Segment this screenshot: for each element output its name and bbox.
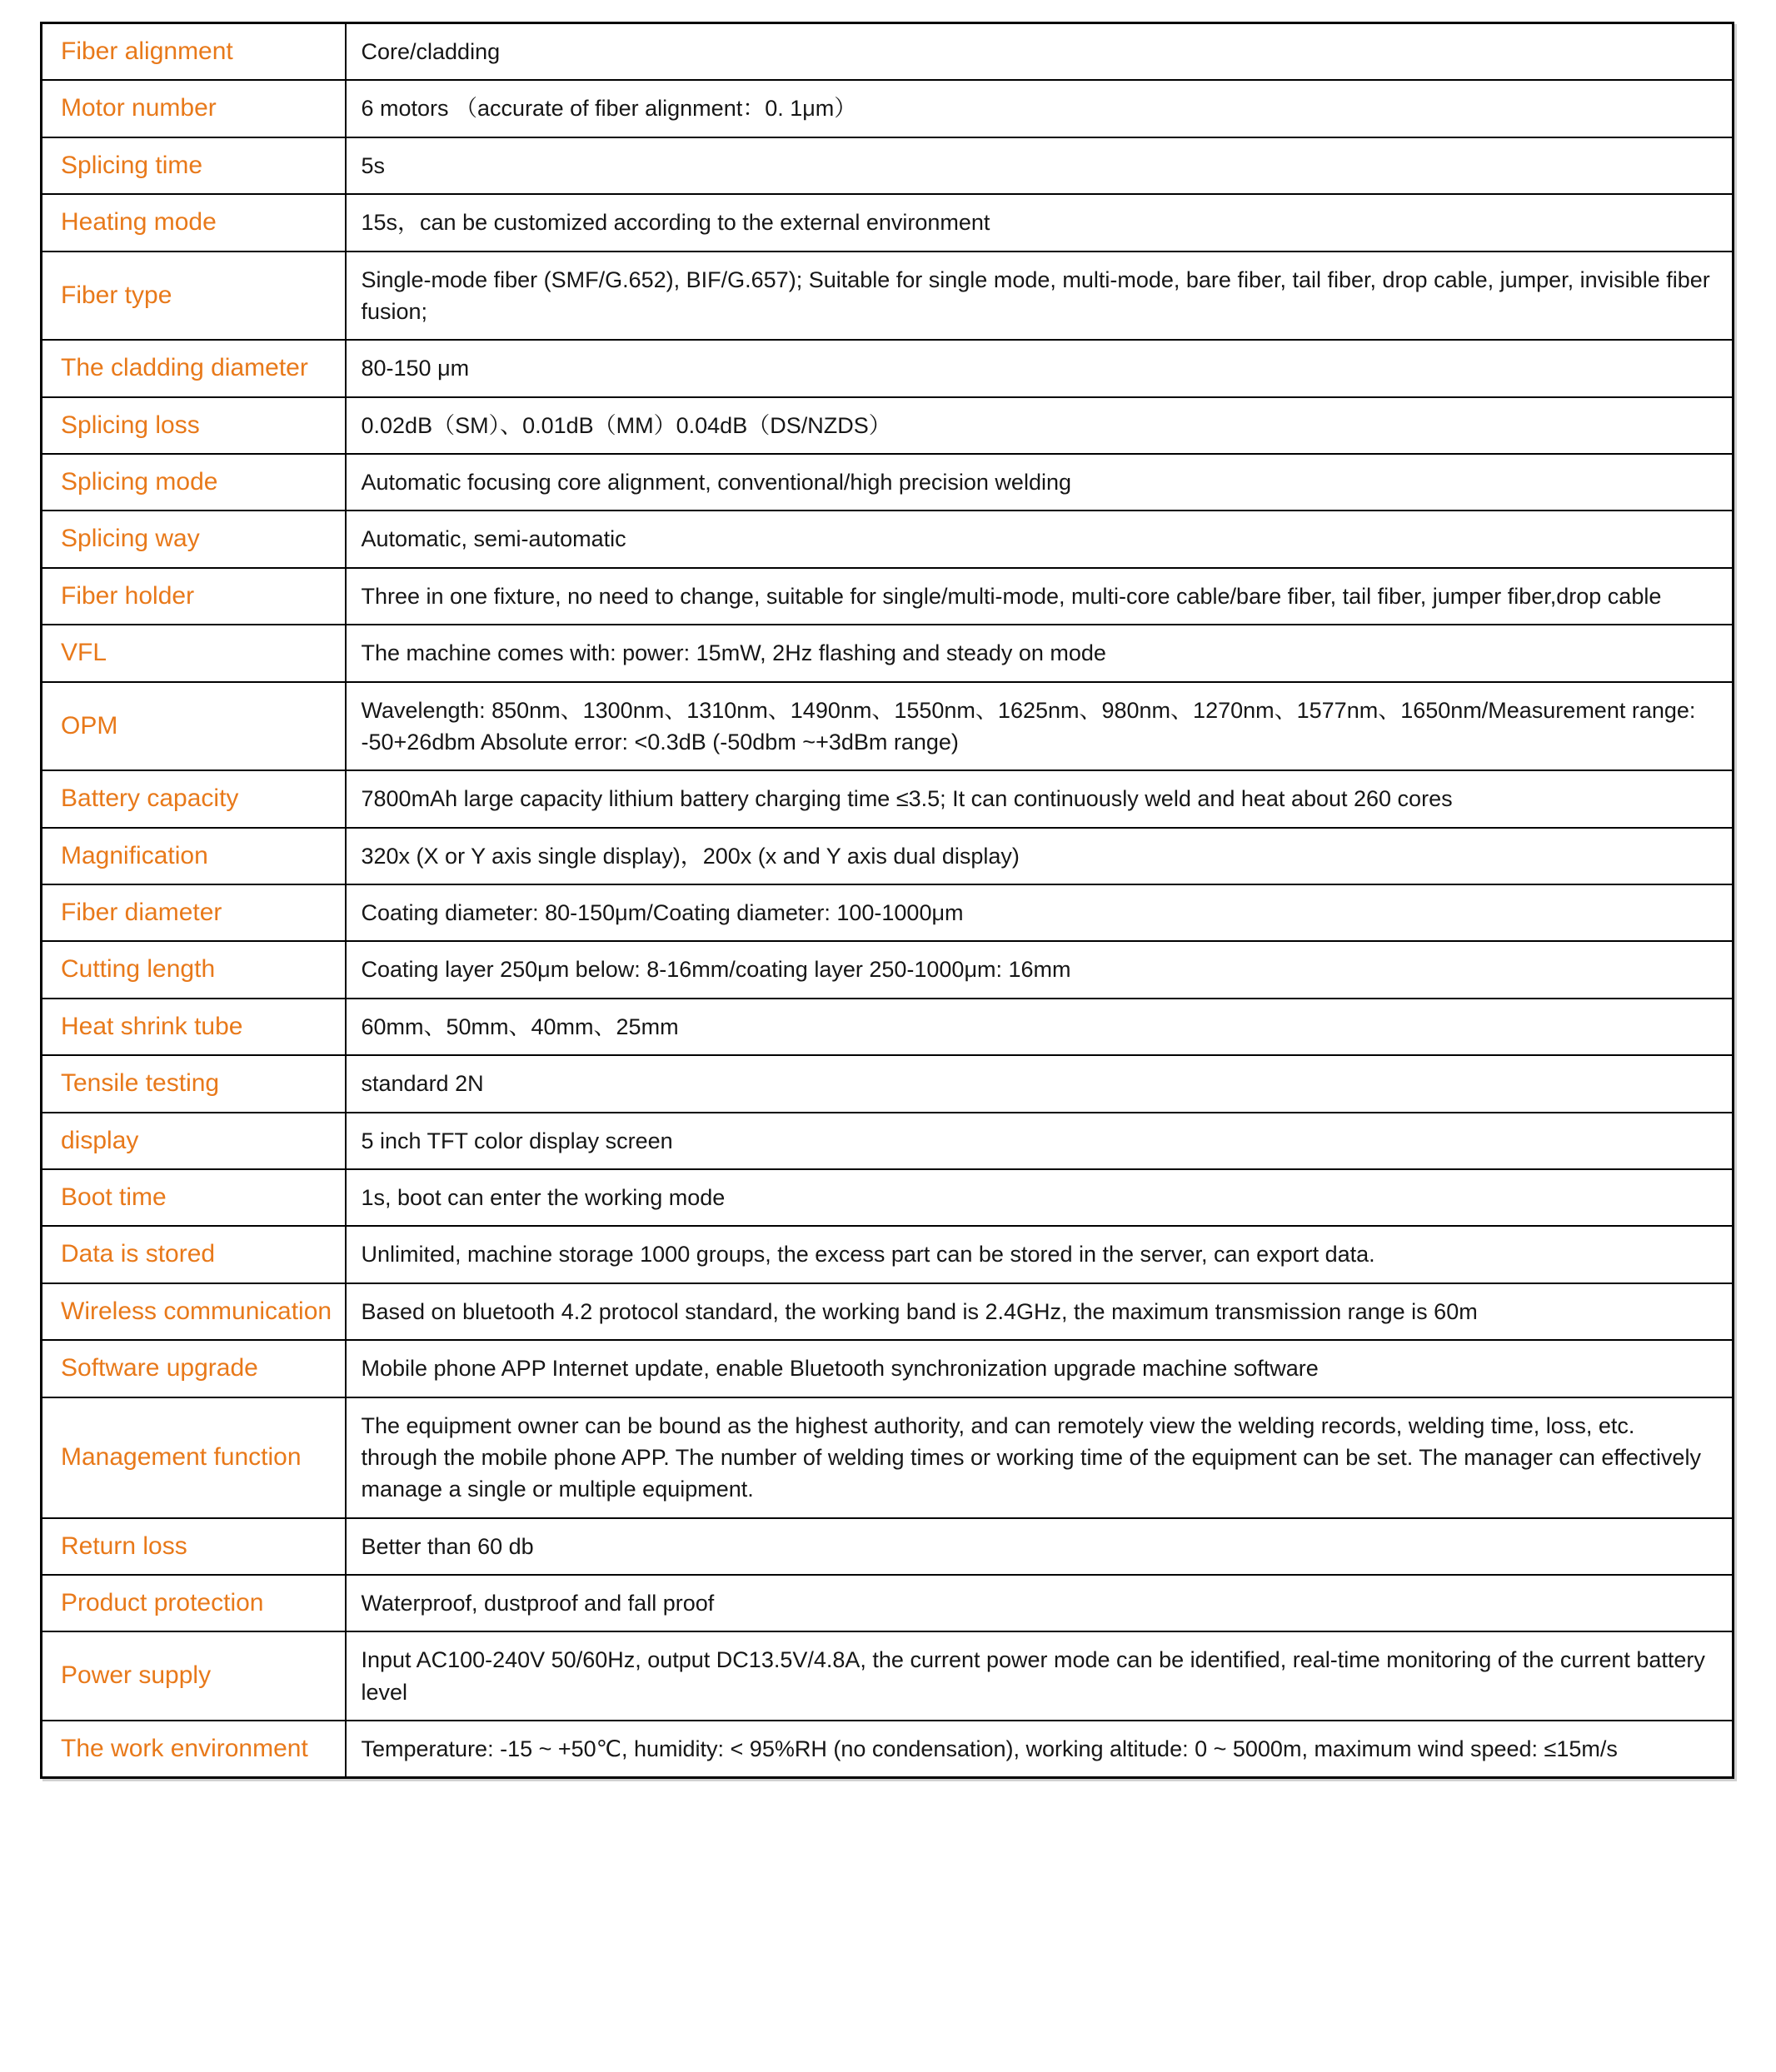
spec-value-text: The machine comes with: power: 15mW, 2Hz flashing and steady on mode [361, 640, 1106, 666]
spec-label-cell: Management function [42, 1397, 346, 1518]
spec-row [42, 999, 1734, 1055]
spec-row [42, 397, 1734, 454]
spec-value-text: Based on bluetooth 4.2 protocol standard, the working band is 2.4GHz, the maximum transmission range is 60m [361, 1298, 1478, 1324]
spec-label-cell: The work environment [42, 1721, 346, 1778]
spec-value-cell [346, 23, 1734, 81]
spec-row [42, 194, 1734, 251]
spec-value-cell [346, 137, 1734, 194]
spec-value-cell [346, 999, 1734, 1055]
spec-value-cell [346, 1340, 1734, 1397]
spec-row [42, 454, 1734, 511]
spec-row [42, 682, 1734, 771]
specification-sheet [40, 22, 1734, 1779]
spec-value-cell [346, 1631, 1734, 1721]
spec-value-text: 5 inch TFT color display screen [361, 1128, 673, 1153]
specification-table [40, 22, 1734, 1779]
spec-value-cell [346, 1721, 1734, 1778]
spec-label-cell: Battery capacity [42, 770, 346, 827]
spec-value-text: Unlimited, machine storage 1000 groups, the excess part can be stored in the server, can export data. [361, 1242, 1375, 1268]
specification-table-body [42, 23, 1734, 1778]
spec-value-cell [346, 1226, 1734, 1283]
spec-row [42, 941, 1734, 998]
spec-value-cell [346, 682, 1734, 771]
spec-value-cell [346, 568, 1734, 625]
spec-label-cell: Fiber diameter [42, 884, 346, 941]
spec-value-cell [346, 252, 1734, 341]
spec-label-cell: Magnification [42, 828, 346, 884]
spec-row [42, 252, 1734, 341]
spec-label-cell: Tensile testing [42, 1055, 346, 1112]
spec-value-text: Coating layer 250μm below: 8-16mm/coating layer 250-1000μm: 16mm [361, 957, 1071, 983]
spec-value-cell [346, 454, 1734, 511]
spec-row [42, 828, 1734, 884]
spec-label-cell: Splicing way [42, 511, 346, 567]
spec-value-cell [346, 1283, 1734, 1340]
spec-value-cell [346, 194, 1734, 251]
spec-value-cell [346, 1518, 1734, 1575]
spec-label-cell: Splicing loss [42, 397, 346, 454]
spec-value-text: 320x (X or Y axis single display)，200x (x and Y axis dual display) [361, 843, 1020, 869]
spec-row [42, 1575, 1734, 1631]
spec-label-cell: OPM [42, 682, 346, 771]
spec-value-text: Waterproof, dustproof and fall proof [361, 1590, 715, 1616]
spec-value-text: Automatic, semi-automatic [361, 526, 626, 552]
spec-row [42, 23, 1734, 81]
spec-row [42, 137, 1734, 194]
spec-value-cell [346, 884, 1734, 941]
spec-row [42, 1340, 1734, 1397]
spec-value-text: 60mm、50mm、40mm、25mm [361, 1014, 679, 1039]
spec-label-cell: Wireless communication [42, 1283, 346, 1340]
spec-value-cell [346, 340, 1734, 396]
spec-value-cell [346, 1113, 1734, 1169]
spec-label-cell: The cladding diameter [42, 340, 346, 396]
spec-value-text: 1s, boot can enter the working mode [361, 1184, 726, 1210]
spec-value-text: 80-150 μm [361, 356, 470, 381]
spec-value-cell [346, 625, 1734, 681]
spec-row [42, 770, 1734, 827]
spec-value-cell [346, 1397, 1734, 1518]
spec-value-cell [346, 511, 1734, 567]
spec-row [42, 625, 1734, 681]
spec-row [42, 340, 1734, 396]
spec-label-cell: Cutting length [42, 941, 346, 998]
spec-label-cell: Fiber holder [42, 568, 346, 625]
spec-row [42, 1055, 1734, 1112]
spec-label-cell: Heating mode [42, 194, 346, 251]
spec-value-text: Core/cladding [361, 39, 501, 65]
spec-row [42, 1226, 1734, 1283]
spec-value-text: Input AC100-240V 50/60Hz, output DC13.5V/4.8A, the current power mode can be identified, real-time monitoring of the current battery level [361, 1647, 1705, 1705]
spec-row [42, 511, 1734, 567]
spec-row [42, 1721, 1734, 1778]
spec-label-cell: Fiber alignment [42, 23, 346, 81]
spec-row [42, 568, 1734, 625]
spec-value-cell [346, 1169, 1734, 1226]
spec-value-text: Temperature: -15 ~ +50℃, humidity: < 95%RH (no condensation), working altitude: 0 ~ 5000m, maximum wind speed: ≤15m/s [361, 1736, 1618, 1761]
spec-row [42, 1518, 1734, 1575]
spec-value-text: Three in one fixture, no need to change, suitable for single/multi-mode, multi-core cable/bare fiber, tail fiber, jumper fiber,drop cable [361, 583, 1662, 609]
spec-value-text: standard 2N [361, 1071, 484, 1097]
spec-value-text: 6 motors （accurate of fiber alignment：0. 1μm） [361, 96, 857, 122]
spec-value-cell [346, 1055, 1734, 1112]
spec-value-cell [346, 941, 1734, 998]
spec-row [42, 1113, 1734, 1169]
spec-value-text: Wavelength: 850nm、1300nm、1310nm、1490nm、1550nm、1625nm、980nm、1270nm、1577nm、1650nm/Measurement range: -50+26dbm Absolute error: <0.3dB (-50dbm ~+3dBm range) [361, 697, 1696, 755]
spec-row [42, 884, 1734, 941]
spec-label-cell: Splicing mode [42, 454, 346, 511]
spec-value-text: Coating diameter: 80-150μm/Coating diameter: 100-1000μm [361, 900, 964, 926]
spec-label-cell: Heat shrink tube [42, 999, 346, 1055]
spec-value-text: Mobile phone APP Internet update, enable Bluetooth synchronization upgrade machine software [361, 1356, 1319, 1382]
spec-row [42, 1631, 1734, 1721]
spec-label-cell: Data is stored [42, 1226, 346, 1283]
spec-value-cell [346, 1575, 1734, 1631]
spec-row [42, 1283, 1734, 1340]
spec-label-cell: Splicing time [42, 137, 346, 194]
spec-value-cell [346, 80, 1734, 137]
spec-label-cell: Return loss [42, 1518, 346, 1575]
spec-value-text: The equipment owner can be bound as the highest authority, and can remotely view the welding records, welding time, loss, etc. through the mobile phone APP. The number of welding times or working time of the equipment can be set. The manager can effectively manage a single or multiple equipment. [361, 1412, 1701, 1502]
spec-label-cell: Software upgrade [42, 1340, 346, 1397]
spec-row [42, 1397, 1734, 1518]
spec-value-cell [346, 770, 1734, 827]
spec-value-text: 5s [361, 152, 386, 178]
spec-value-cell [346, 828, 1734, 884]
spec-label-cell: Motor number [42, 80, 346, 137]
spec-row [42, 1169, 1734, 1226]
spec-label-cell: display [42, 1113, 346, 1169]
spec-label-cell: Power supply [42, 1631, 346, 1721]
spec-value-text: Automatic focusing core alignment, conventional/high precision welding [361, 470, 1071, 496]
spec-value-text: Better than 60 db [361, 1533, 534, 1559]
spec-value-cell [346, 397, 1734, 454]
spec-value-text: 7800mAh large capacity lithium battery charging time ≤3.5; It can continuously weld and heat about 260 cores [361, 786, 1453, 812]
spec-value-text: 15s，can be customized according to the external environment [361, 210, 990, 236]
spec-row [42, 80, 1734, 137]
spec-label-cell: Boot time [42, 1169, 346, 1226]
spec-value-text: Single-mode fiber (SMF/G.652), BIF/G.657); Suitable for single mode, multi-mode, bare fiber, tail fiber, drop cable, jumper, invisible fiber fusion; [361, 266, 1710, 324]
spec-label-cell: Product protection [42, 1575, 346, 1631]
spec-value-text: 0.02dB（SM）、0.01dB（MM）0.04dB（DS/NZDS） [361, 412, 891, 438]
spec-label-cell: Fiber type [42, 252, 346, 341]
spec-label-cell: VFL [42, 625, 346, 681]
